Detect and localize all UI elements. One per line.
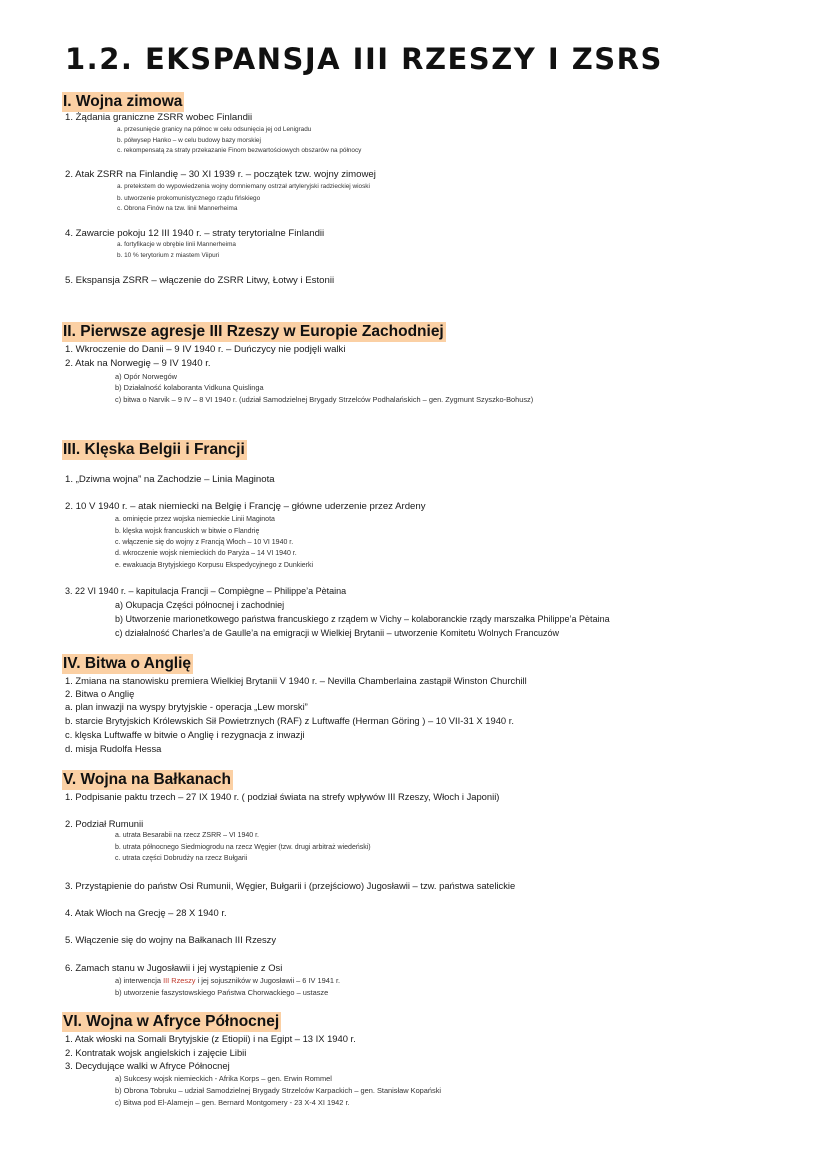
section-heading: VI. Wojna w Afryce Północnej (63, 1013, 280, 1030)
list-subitem: b) Obrona Tobruku – udział Samodzielnej Brygady Strzelców Karpackich – gen. Stanisław Kopański (115, 1086, 442, 1095)
list-item: 1. Żądania graniczne ZSRR wobec Finlandii (65, 112, 253, 123)
list-item: 2. Atak ZSRR na Finlandię – 30 XI 1939 r. – początek tzw. wojny zimowej (65, 169, 376, 180)
list-subitem: b. półwysep Hanko – w celu budowy bazy morskiej (117, 137, 261, 144)
list-item: a. plan inwazji na wyspy brytyjskie - operacja „Lew morski” (65, 701, 308, 712)
list-item: 2. Atak na Norwegię – 9 IV 1940 r. (65, 358, 211, 369)
list-subitem: c. Obrona Finów na tzw. linii Mannerheima (117, 205, 238, 212)
section-heading: IV. Bitwa o Anglię (63, 655, 192, 672)
list-item: 1. „Dziwna wojna” na Zachodzie – Linia Maginota (65, 474, 275, 485)
page-title: 1.2. EKSPANSJA III RZESZY I ZSRS (65, 42, 663, 76)
list-subitem: b) Działalność kolaboranta Vidkuna Quislinga (115, 383, 264, 392)
highlighted-text: III Rzeszy (163, 976, 196, 985)
list-item: 5. Włączenie się do wojny na Bałkanach III Rzeszy (65, 934, 277, 945)
list-item: c. klęska Luftwaffe w bitwie o Anglię i rezygnacja z inwazji (65, 729, 305, 740)
list-subitem: a. pretekstem do wypowiedzenia wojny domniemany ostrzał artyleryjski radzieckiej wioski (117, 183, 370, 190)
list-subitem: c. utrata części Dobrudży na rzecz Bułgarii (115, 855, 248, 862)
text: i jej sojuszników w Jugosławii – 6 IV 1941 r. (195, 976, 341, 985)
text: a) interwencja (115, 976, 164, 985)
list-subitem: c. włączenie się do wojny z Francją Włoch – 10 VI 1940 r. (115, 539, 294, 546)
list-item: 1. Podpisanie paktu trzech – 27 IX 1940 r. ( podział świata na strefy wpływów III Rzeszy, Włoch i Japonii) (65, 791, 500, 802)
list-subitem: b) Utworzenie marionetkowego państwa francuskiego z rządem w Vichy – kolaboranckie rządy marszałka Philippe’a Pètaina (115, 614, 610, 624)
list-subitem: a. ominięcie przez wojska niemieckie Linii Maginota (115, 516, 275, 523)
section-heading: V. Wojna na Bałkanach (63, 771, 231, 788)
list-item: 3. Decydujące walki w Afryce Północnej (65, 1060, 230, 1071)
list-item: 1. Atak włoski na Somali Brytyjskie (z Etiopii) i na Egipt – 13 IX 1940 r. (65, 1033, 356, 1044)
list-item: d. misja Rudolfa Hessa (65, 743, 162, 754)
list-item: 1. Wkroczenie do Danii – 9 IV 1940 r. – Duńczycy nie podjęli walki (65, 344, 346, 355)
list-subitem: c) Bitwa pod El-Alamejn – gen. Bernard Montgomery - 23 X-4 XI 1942 r. (115, 1098, 350, 1107)
list-subitem: c. rekompensatą za straty przekazanie Finom bezwartościowych obszarów na północy (117, 147, 362, 154)
list-item: 1. Zmiana na stanowisku premiera Wielkiej Brytanii V 1940 r. – Nevilla Chamberlaina zastąpił Winston Churchill (65, 675, 527, 686)
list-item: 2. Bitwa o Anglię (65, 688, 135, 699)
list-subitem: b. 10 % terytorium z miastem Viipuri (117, 252, 220, 259)
list-subitem: a. fortyfikacje w obrębie linii Mannerheima (117, 241, 236, 248)
list-item: 3. Przystąpienie do państw Osi Rumunii, Węgier, Bułgarii i (przejściowo) Jugosławii – tzw. państwa satelickie (65, 880, 516, 891)
list-subitem: a) Sukcesy wojsk niemieckich - Afrika Korps – gen. Erwin Rommel (115, 1074, 332, 1083)
section-heading: III. Klęska Belgii i Francji (63, 441, 245, 458)
list-item: 4. Zawarcie pokoju 12 III 1940 r. – straty terytorialne Finlandii (65, 228, 325, 239)
list-subitem: a. przesunięcie granicy na północ w celu odsunięcia jej od Lenigradu (117, 126, 312, 133)
list-item: 6. Zamach stanu w Jugosławii i jej wystąpienie z Osi (65, 962, 283, 973)
list-subitem: b. utworzenie prokomunistycznego rządu fińskiego (117, 195, 261, 202)
list-item: 3. 22 VI 1940 r. – kapitulacja Francji – Compiègne – Philippe’a Pètaina (65, 586, 347, 596)
list-subitem: a) Opór Norwegów (115, 372, 178, 381)
list-item: 4. Atak Włoch na Grecję – 28 X 1940 r. (65, 907, 227, 918)
list-subitem: d. wkroczenie wojsk niemieckich do Paryża – 14 VI 1940 r. (115, 550, 297, 557)
list-subitem: b) utworzenie faszystowskiego Państwa Chorwackiego – ustasze (115, 988, 329, 997)
list-subitem: a. utrata Besarabii na rzecz ZSRR – VI 1940 r. (115, 832, 259, 839)
list-item: 2. Kontratak wojsk angielskich i zajęcie Libii (65, 1047, 247, 1058)
list-item: 2. Podział Rumunii (65, 818, 144, 829)
section-heading: II. Pierwsze agresje III Rzeszy w Europie Zachodniej (63, 323, 444, 340)
list-item: b. starcie Brytyjskich Królewskich Sił Powietrznych (RAF) z Luftwaffe (Herman Göring ) – 10 VII-31 X 1940 r. (65, 715, 514, 726)
list-subitem: b. utrata północnego Siedmiogrodu na rzecz Węgier (tzw. drugi arbitraż wiedeński) (115, 844, 371, 851)
list-subitem: c) działalność Charles’a de Gaulle’a na emigracji w Wielkiej Brytanii – utworzenie Komitetu Wolnych Francuzów (115, 628, 560, 638)
list-subitem: c) bitwa o Narvik – 9 IV – 8 VI 1940 r. (udział Samodzielnej Brygady Strzelców Podhalańskich – gen. Zygmunt Szyszko-Bohusz) (115, 395, 534, 404)
list-subitem: b. klęska wojsk francuskich w bitwie o Flandrię (115, 528, 260, 535)
list-item: 5. Ekspansja ZSRR – włączenie do ZSRR Litwy, Łotwy i Estonii (65, 275, 335, 286)
list-subitem: e. ewakuacja Brytyjskiego Korpusu Ekspedycyjnego z Dunkierki (115, 562, 314, 569)
list-subitem: a) Okupacja Części północnej i zachodniej (115, 600, 285, 610)
list-subitem (115, 977, 340, 984)
section-heading: I. Wojna zimowa (63, 93, 183, 110)
list-item: 2. 10 V 1940 r. – atak niemiecki na Belgię i Francję – główne uderzenie przez Ardeny (65, 501, 426, 512)
